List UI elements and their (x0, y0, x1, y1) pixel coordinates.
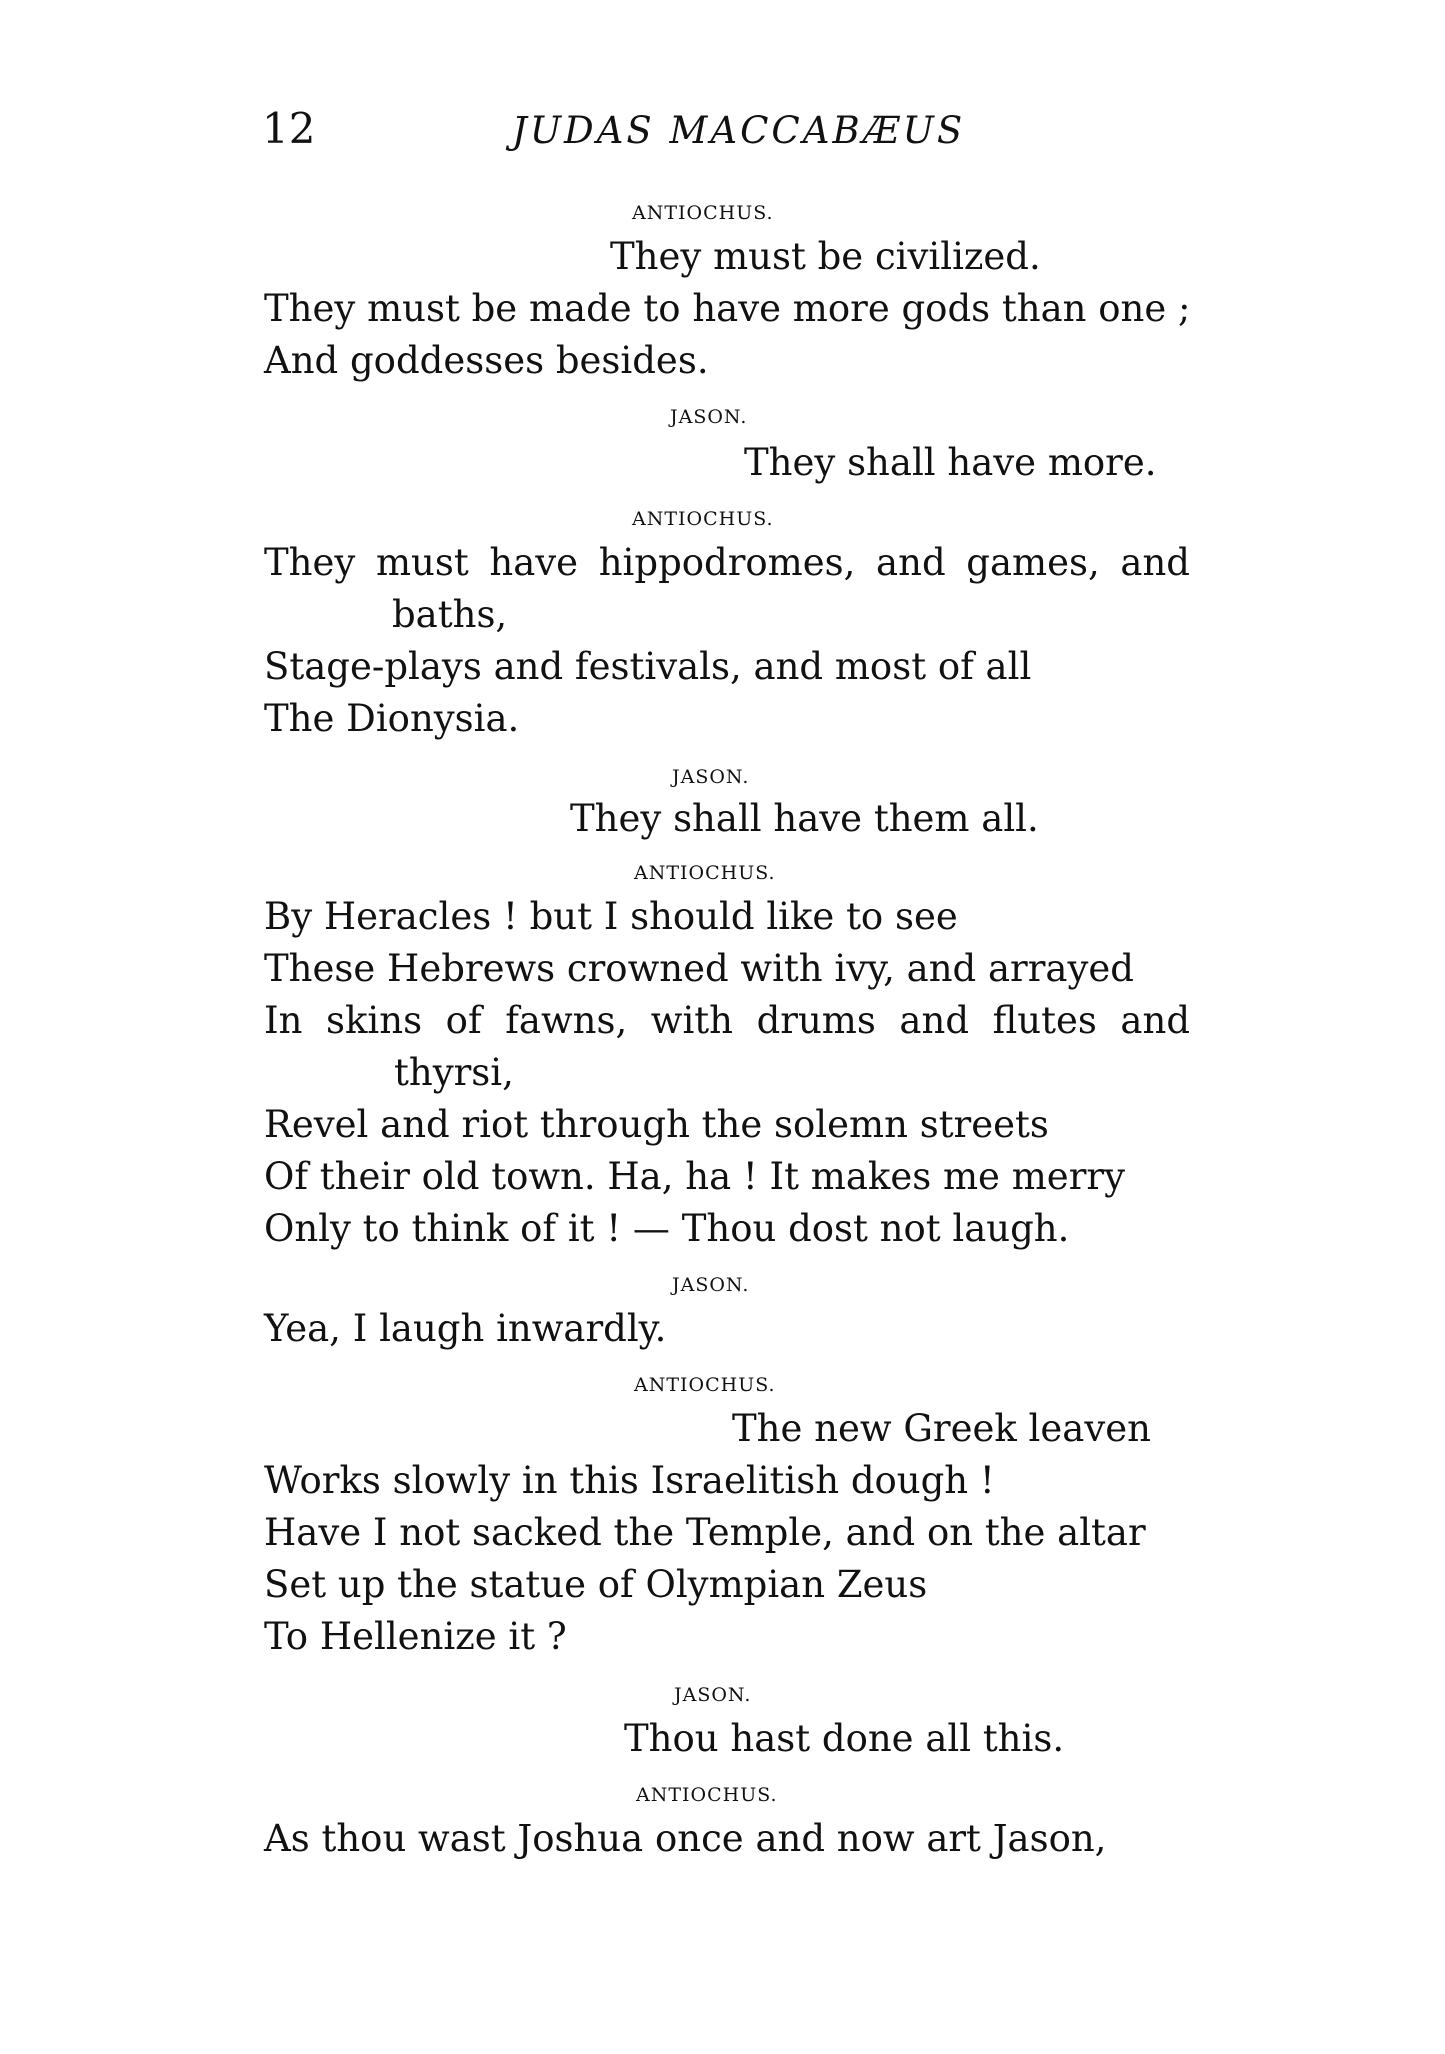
verse-line: In skins of fawns, with drums and flutes and (264, 999, 1190, 1042)
running-title: JUDAS MACCABÆUS (512, 109, 966, 152)
verse-line: Of their old town. Ha, ha ! It makes me merry (264, 1155, 1125, 1198)
speaker-name: ANTIOCHUS. (634, 862, 776, 884)
verse-line: baths, (392, 593, 508, 636)
verse-line: These Hebrews crowned with ivy, and arrayed (264, 947, 1134, 990)
page-number: 12 (262, 104, 316, 153)
verse-line: Stage-plays and festivals, and most of all (264, 645, 1032, 688)
verse-line: thyrsi, (394, 1051, 514, 1094)
verse-line: Have I not sacked the Temple, and on the altar (264, 1511, 1146, 1554)
verse-line: By Heracles ! but I should like to see (264, 895, 958, 938)
speaker-name: ANTIOCHUS. (632, 508, 774, 530)
verse-line: Yea, I laugh inwardly. (264, 1307, 667, 1350)
verse-line: They must be civilized. (610, 235, 1041, 278)
verse-line: Revel and riot through the solemn streets (264, 1103, 1049, 1146)
verse-line: Thou hast done all this. (624, 1717, 1065, 1760)
verse-line: To Hellenize it ? (264, 1615, 567, 1658)
speaker-name: JASON. (674, 1684, 752, 1706)
verse-line: Set up the statue of Olympian Zeus (264, 1563, 928, 1606)
verse-line: They must be made to have more gods than one ; (264, 287, 1191, 330)
verse-line: They shall have more. (744, 441, 1157, 484)
verse-line: They shall have them all. (570, 797, 1039, 840)
speaker-name: JASON. (672, 766, 750, 788)
speaker-name: ANTIOCHUS. (632, 202, 774, 224)
verse-line: And goddesses besides. (264, 339, 709, 382)
verse-line: As thou wast Joshua once and now art Jason, (264, 1817, 1107, 1860)
verse-line: Only to think of it ! — Thou dost not laugh. (264, 1207, 1070, 1250)
speaker-name: ANTIOCHUS. (636, 1784, 778, 1806)
speaker-name: JASON. (672, 1274, 750, 1296)
verse-line: The new Greek leaven (732, 1407, 1151, 1450)
verse-line: The Dionysia. (264, 697, 520, 740)
speaker-name: JASON. (670, 406, 748, 428)
verse-line: They must have hippodromes, and games, and (264, 541, 1190, 584)
speaker-name: ANTIOCHUS. (634, 1374, 776, 1396)
verse-line: Works slowly in this Israelitish dough ! (264, 1459, 995, 1502)
